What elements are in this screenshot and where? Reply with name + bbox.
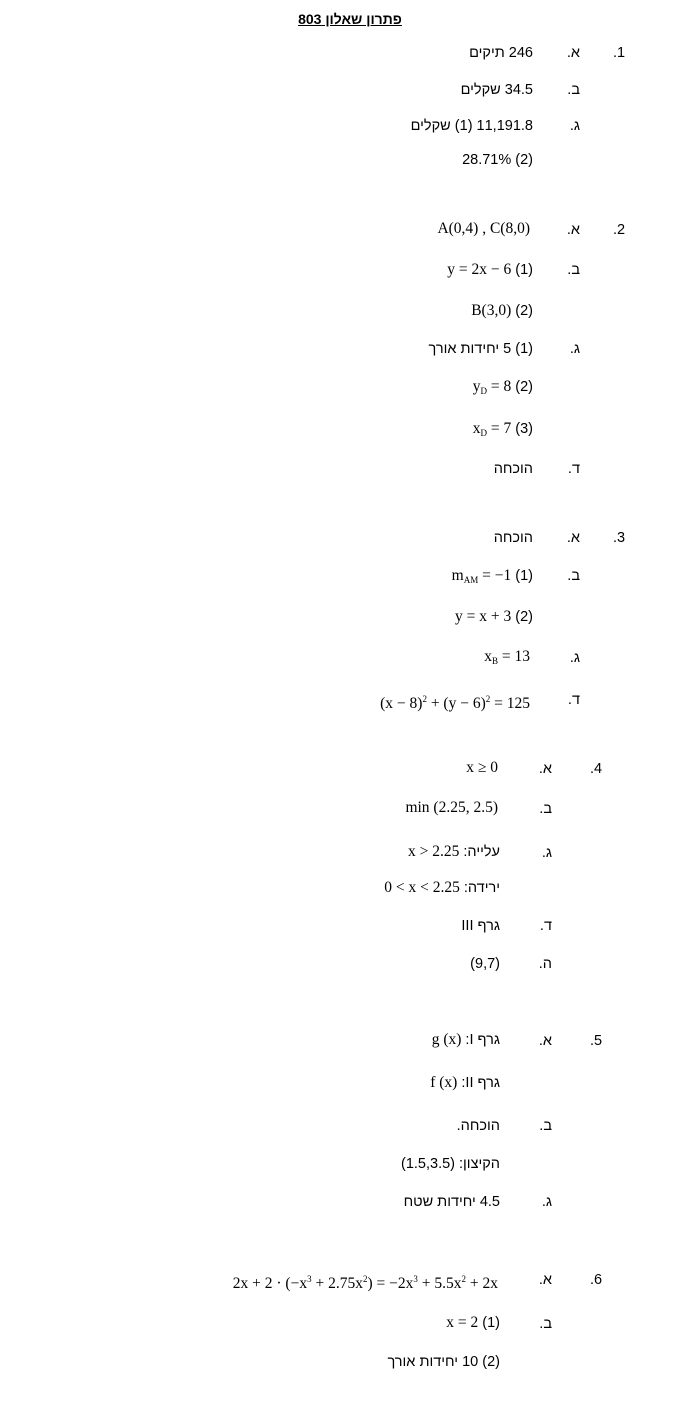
part-letter: .א: [538, 1272, 552, 1288]
part-letter: .ג: [569, 118, 580, 134]
answer-4d: גרף III: [461, 918, 500, 934]
part-letter: .ב: [539, 801, 552, 817]
part-letter: .א: [566, 222, 580, 238]
answer-2c3: $x_D = 7$ (3): [472, 420, 533, 438]
answer-5c: 4.5 יחידות שטח: [403, 1194, 500, 1210]
part-letter: .ב: [567, 82, 580, 98]
question-number-6: .6: [590, 1272, 603, 1288]
part-letter: .ב: [539, 1118, 552, 1134]
answer-2b1: y = 2x − 6 (1): [447, 261, 533, 278]
part-letter: .א: [538, 761, 552, 777]
answer-3d: $(x - 8)^2 + (y - 6)^2 = 125$: [380, 694, 530, 712]
part-letter: .ד: [567, 692, 580, 708]
question-number-3: .3: [613, 530, 626, 546]
answer-5a1: גרף I: g (x): [431, 1031, 500, 1048]
part-letter: .ג: [569, 341, 580, 357]
answer-5b2: הקיצון: (1.5,3.5): [400, 1156, 500, 1172]
answer-4a: x ≥ 0: [466, 759, 498, 776]
answer-2a: A(0,4) , C(8,0): [437, 220, 530, 237]
question-number-4: .4: [590, 761, 603, 777]
answer-5b1: הוכחה.: [456, 1118, 500, 1134]
answer-1c2: 28.71% (2): [462, 152, 533, 168]
part-letter: .א: [538, 1033, 552, 1049]
answer-3b2: y = x + 3 (2): [455, 608, 533, 625]
question-number-1: .1: [613, 45, 626, 61]
part-letter: .ב: [539, 1316, 552, 1332]
part-letter: .א: [566, 530, 580, 546]
answer-4e: (9,7): [470, 956, 500, 972]
answer-1b: 34.5 שקלים: [460, 82, 533, 98]
answer-4c1: עלייה: x > 2.25: [408, 843, 500, 860]
answer-6a: $2x + 2 \cdot (-x^3 + 2.75x^2) = -2x^3 + 5.5x^2 + 2x$: [232, 1274, 498, 1292]
part-letter: .ב: [567, 262, 580, 278]
question-number-5: .5: [590, 1033, 603, 1049]
answer-2c1: (1) 5 יחידות אורך: [428, 341, 533, 357]
answer-4b: min (2.25, 2.5): [405, 799, 498, 816]
answer-1a: 246 תיקים: [469, 45, 533, 61]
answer-4c2: ירידה: 0 < x < 2.25: [384, 879, 500, 896]
answer-3a: הוכחה: [493, 530, 533, 546]
part-letter: .ג: [541, 845, 552, 861]
answer-6b2: (2) 10 יחידות אורך: [387, 1354, 500, 1370]
part-letter: .א: [566, 45, 580, 61]
answer-2c2: $y_D = 8$ (2): [472, 378, 533, 396]
answer-2d: הוכחה: [493, 461, 533, 477]
part-letter: .ה: [538, 956, 552, 972]
page-title: פתרון שאלון 803: [298, 11, 402, 27]
answer-5a2: גרף II: f (x): [430, 1074, 500, 1091]
answer-3b1: $m_{AM} = -1$ (1): [451, 567, 533, 585]
part-letter: .ד: [567, 461, 580, 477]
part-letter: .ג: [569, 650, 580, 666]
answer-3c: $x_B = 13$: [484, 648, 530, 666]
answer-1c1: (1) 11,191.8 שקלים: [410, 118, 533, 134]
part-letter: .ג: [541, 1194, 552, 1210]
answer-2b2: B(3,0) (2): [471, 302, 533, 319]
question-number-2: .2: [613, 222, 626, 238]
part-letter: .ב: [567, 568, 580, 584]
answer-6b1: x = 2 (1): [446, 1314, 500, 1331]
part-letter: .ד: [539, 918, 552, 934]
